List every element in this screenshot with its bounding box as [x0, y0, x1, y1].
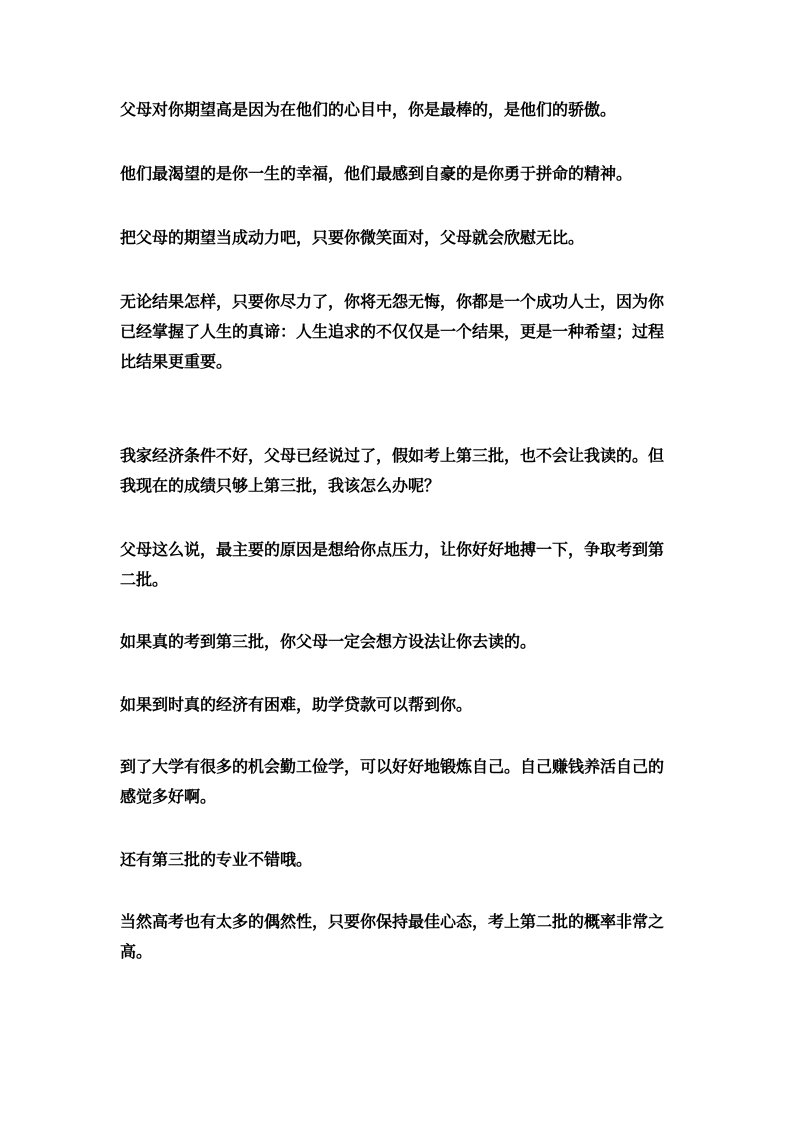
paragraph-line: 无论结果怎样，只要你尽力了，你将无怨无悔，你都是一个成功人士，因为你 — [120, 292, 665, 311]
paragraph-line: 我现在的成绩只够上第三批，我该怎么办呢？ — [120, 476, 441, 495]
paragraph-line: 感觉多好啊。 — [120, 787, 217, 806]
paragraph-4 — [120, 287, 680, 377]
paragraph-9 — [120, 752, 680, 812]
paragraph-line: 二批。 — [120, 570, 169, 589]
paragraph-line: 已经掌握了人生的真谛：人生追求的不仅仅是一个结果，更是一种希望；过程 — [120, 322, 665, 341]
paragraph-line: 如果真的考到第三批，你父母一定会想方设法让你去读的。 — [120, 632, 537, 651]
paragraph-line: 父母这么说，最主要的原因是想给你点压力，让你好好地搏一下，争取考到第 — [120, 540, 665, 559]
paragraph-line: 把父母的期望当成动力吧，只要你微笑面对，父母就会欣慰无比。 — [120, 228, 585, 247]
paragraph-1 — [120, 95, 680, 125]
paragraph-line: 比结果更重要。 — [120, 352, 233, 371]
paragraph-3 — [120, 223, 680, 253]
paragraph-line: 当然高考也有太多的偶然性，只要你保持最佳心态，考上第二批的概率非常之 — [120, 912, 665, 931]
paragraph-5 — [120, 441, 680, 501]
paragraph-line: 到了大学有很多的机会勤工俭学，可以好好地锻炼自己。自己赚钱养活自己的 — [120, 757, 665, 776]
paragraph-2 — [120, 159, 680, 189]
paragraph-line: 我家经济条件不好，父母已经说过了，假如考上第三批，也不会让我读的。但 — [120, 446, 665, 465]
paragraph-line: 父母对你期望高是因为在他们的心目中，你是最棒的，是他们的骄傲。 — [120, 100, 617, 119]
paragraph-7 — [120, 627, 680, 657]
paragraph-line: 高。 — [120, 942, 153, 961]
paragraph-line: 他们最渴望的是你一生的幸福，他们最感到自豪的是你勇于拼命的精神。 — [120, 164, 633, 183]
paragraph-11 — [120, 907, 680, 967]
paragraph-10 — [120, 845, 680, 875]
paragraph-8 — [120, 690, 680, 720]
paragraph-6 — [120, 535, 680, 595]
paragraph-line: 还有第三批的专业不错哦。 — [120, 850, 313, 869]
paragraph-line: 如果到时真的经济有困难，助学贷款可以帮到你。 — [120, 695, 473, 714]
